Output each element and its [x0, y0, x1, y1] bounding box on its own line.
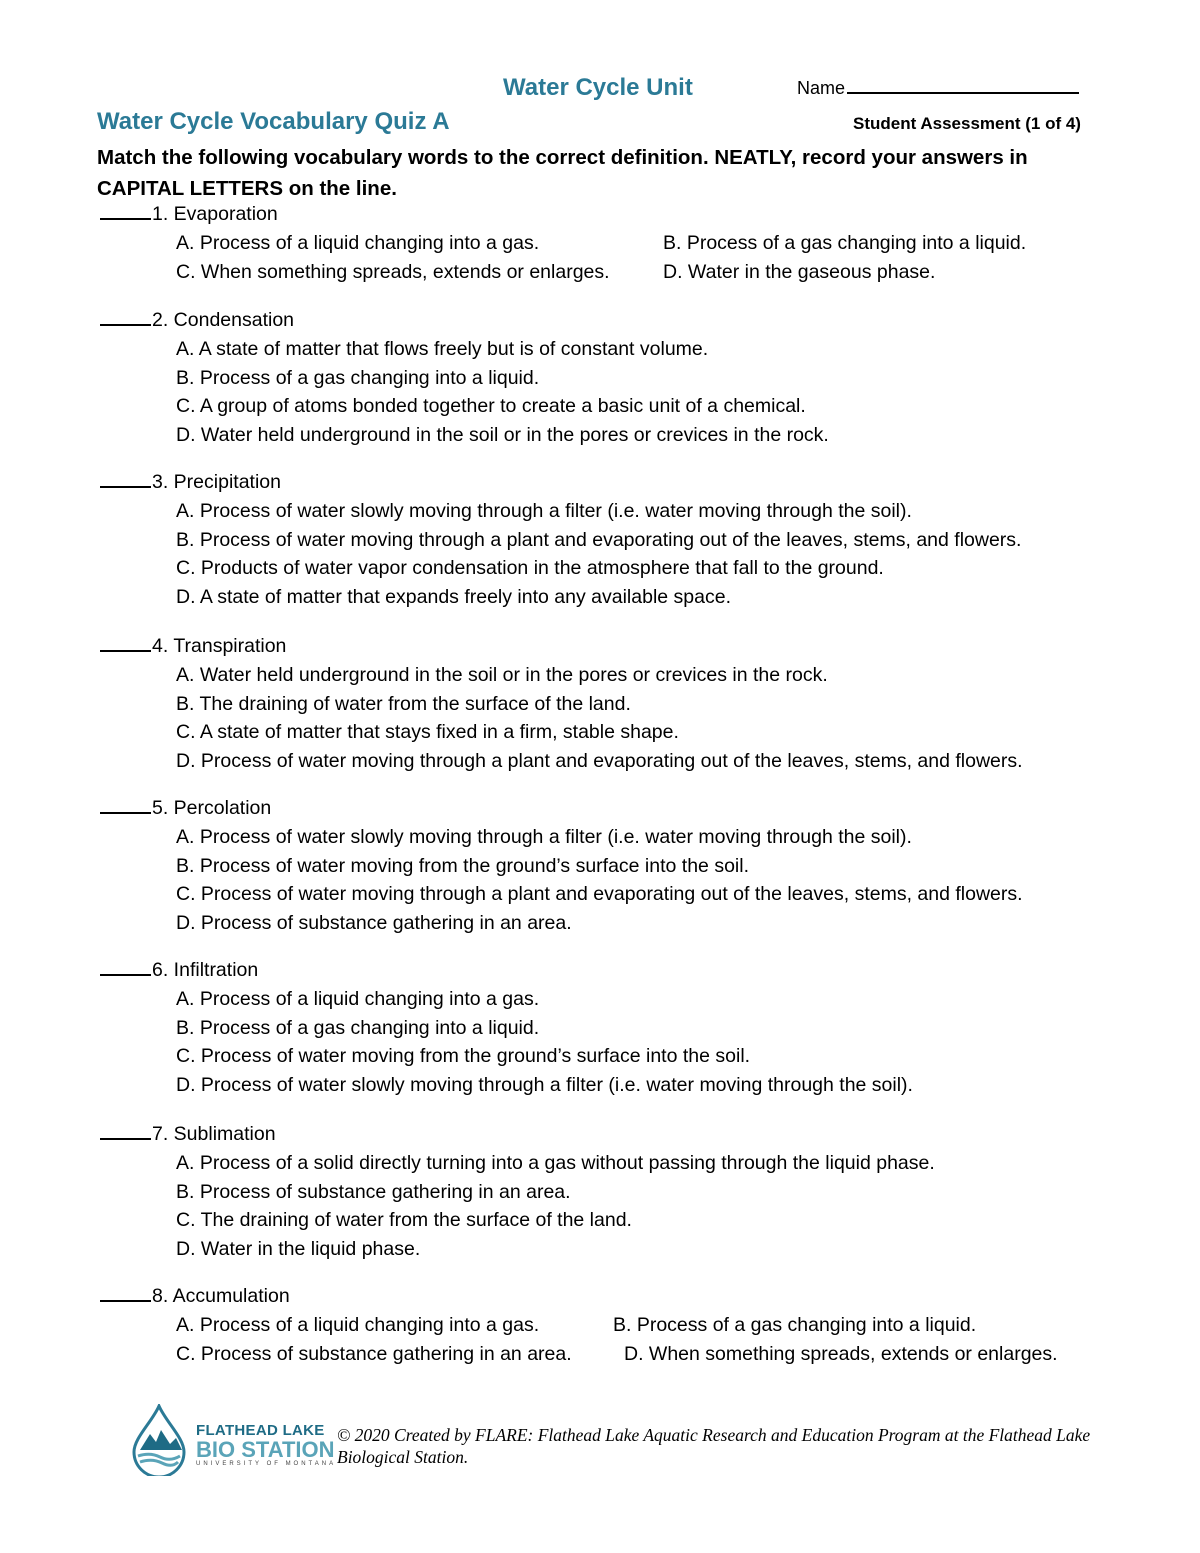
option-b: B. The draining of water from the surface of the land. [176, 692, 631, 715]
question-stem: 7. Sublimation [152, 1123, 276, 1145]
answer-blank-6[interactable] [100, 956, 151, 976]
option-b: B. Process of substance gathering in an area. [176, 1180, 571, 1203]
option-d: D. Process of water slowly moving through a filter (i.e. water moving through the soil). [176, 1074, 913, 1097]
option-d: D. Water held underground in the soil or in the pores or crevices in the rock. [176, 424, 829, 447]
question-7 [100, 1120, 935, 1264]
option-a: A. Process of a solid directly turning into a gas without passing through the liquid phase. [176, 1151, 935, 1174]
option-d: D. A state of matter that expands freely into any available space. [176, 586, 731, 609]
option-b: B. Process of a gas changing into a liquid. [176, 366, 540, 389]
question-stem: 2. Condensation [152, 309, 295, 331]
answer-blank-3[interactable] [100, 468, 151, 488]
assessment-label: Student Assessment (1 of 4) [853, 114, 1081, 133]
footer [130, 1404, 1090, 1478]
option-b: B. Process of a gas changing into a liquid. [663, 231, 1027, 254]
unit-title: Water Cycle Unit [503, 74, 693, 101]
answer-blank-4[interactable] [100, 632, 151, 652]
option-b: B. Process of a gas changing into a liquid. [176, 1016, 540, 1039]
logo-text-bio-station: BIO STATION [196, 1437, 335, 1462]
question-3 [100, 468, 1021, 612]
option-a: A. Process of a liquid changing into a gas. [176, 231, 540, 254]
name-line[interactable] [847, 74, 1079, 94]
option-a: A. Process of a liquid changing into a gas. [176, 987, 540, 1010]
option-a: A. Water held underground in the soil or in the pores or crevices in the rock. [176, 663, 828, 686]
option-a: A. Process of water slowly moving through a filter (i.e. water moving through the soil). [176, 825, 912, 848]
option-c: C. Products of water vapor condensation in the atmosphere that fall to the ground. [176, 557, 884, 580]
bio-station-drop-logo-icon [130, 1404, 188, 1476]
quiz-title: Water Cycle Vocabulary Quiz A [97, 108, 450, 135]
option-b: B. Process of a gas changing into a liquid. [613, 1313, 977, 1336]
instructions: Match the following vocabulary words to the correct definition. NEATLY, record your answers in CAPITAL LETTERS on the line. [97, 146, 1028, 200]
question-1 [100, 200, 1026, 286]
name-label: Name [797, 78, 846, 98]
question-stem: 8. Accumulation [152, 1285, 290, 1307]
option-a: A. Process of water slowly moving through a filter (i.e. water moving through the soil). [176, 499, 912, 522]
question-6 [100, 956, 913, 1100]
logo-text-university: UNIVERSITY OF MONTANA [196, 1461, 337, 1467]
option-d: D. Process of substance gathering in an area. [176, 912, 572, 935]
option-d: D. Water in the liquid phase. [176, 1238, 421, 1261]
answer-blank-1[interactable] [100, 200, 151, 220]
option-d: D. Water in the gaseous phase. [663, 260, 936, 283]
option-b: B. Process of water moving through a plant and evaporating out of the leaves, stems, and flowers. [176, 528, 1022, 551]
question-stem: 4. Transpiration [152, 635, 287, 657]
option-c: C. Process of substance gathering in an area. [176, 1342, 572, 1365]
question-8 [100, 1282, 1058, 1368]
question-stem: 6. Infiltration [152, 959, 259, 981]
answer-blank-2[interactable] [100, 306, 151, 326]
question-stem: 3. Precipitation [152, 471, 281, 493]
answer-blank-8[interactable] [100, 1282, 151, 1302]
question-5 [100, 794, 1023, 938]
option-c: C. A group of atoms bonded together to create a basic unit of a chemical. [176, 395, 806, 418]
option-b: B. Process of water moving from the ground’s surface into the soil. [176, 854, 749, 877]
question-stem: 1. Evaporation [152, 203, 278, 225]
question-stem: 5. Percolation [152, 797, 272, 819]
credit-text: © 2020 Created by FLARE: Flathead Lake Aquatic Research and Education Program at the Flathead Lake Biological Station. [337, 1425, 1091, 1467]
option-d: D. When something spreads, extends or enlarges. [624, 1342, 1058, 1365]
option-a: A. Process of a liquid changing into a gas. [176, 1313, 540, 1336]
answer-blank-7[interactable] [100, 1120, 151, 1140]
option-c: C. When something spreads, extends or enlarges. [176, 260, 610, 283]
question-4 [100, 632, 1023, 776]
option-c: C. Process of water moving through a plant and evaporating out of the leaves, stems, and flowers. [176, 883, 1023, 906]
question-2 [100, 306, 829, 450]
logo-text-flathead: FLATHEAD LAKE [196, 1422, 325, 1439]
answer-blank-5[interactable] [100, 794, 151, 814]
option-a: A. A state of matter that flows freely but is of constant volume. [176, 337, 709, 360]
option-c: C. Process of water moving from the ground’s surface into the soil. [176, 1045, 751, 1068]
option-d: D. Process of water moving through a plant and evaporating out of the leaves, stems, and flowers. [176, 750, 1023, 773]
name-field [797, 74, 1079, 99]
option-c: C. A state of matter that stays fixed in a firm, stable shape. [176, 721, 679, 744]
option-c: C. The draining of water from the surface of the land. [176, 1209, 632, 1232]
